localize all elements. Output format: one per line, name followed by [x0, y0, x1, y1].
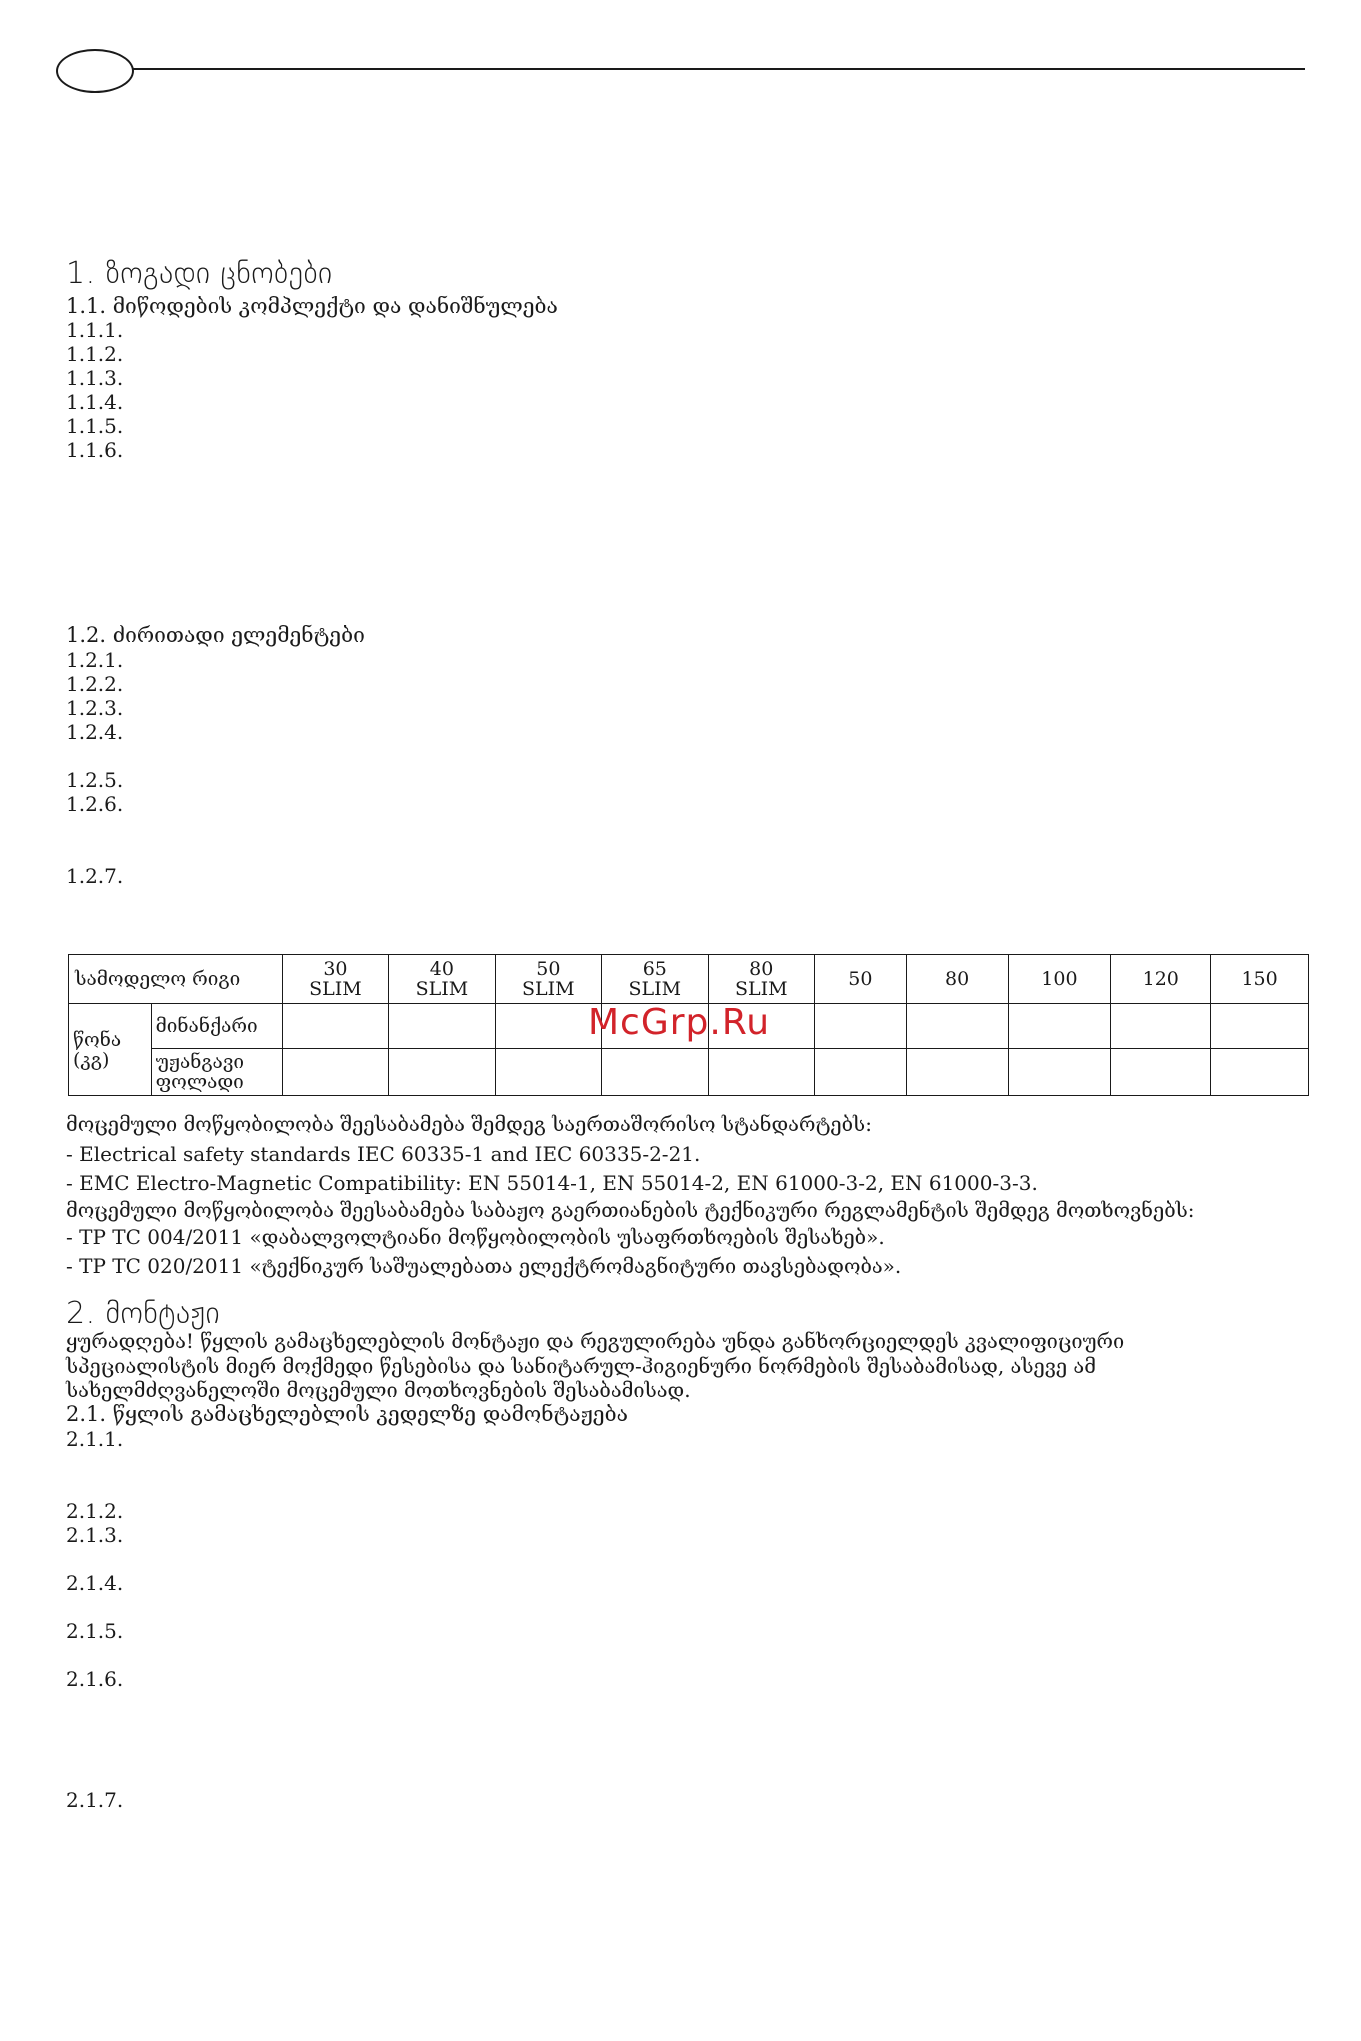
item-1-2-1: 1.2.1. — [66, 648, 124, 672]
item-2-1-4: 2.1.4. — [66, 1571, 124, 1595]
table-cell — [495, 1049, 601, 1096]
warning-text: ყურადღება! წყლის გამაცხელებლის მონტაჟი და რეგულირება უნდა განხორციელდეს კვალიფიციური — [66, 1329, 1125, 1353]
table-cell — [282, 1049, 388, 1096]
table-cell — [495, 1004, 601, 1049]
standards-line: - Electrical safety standards IEC 60335-1 and IEC 60335-2-21. — [66, 1142, 701, 1166]
subsection-1-2-title: 1.2. ძირითადი ელემენტები — [66, 623, 365, 647]
item-2-1-2: 2.1.2. — [66, 1499, 124, 1523]
item-1-1-5: 1.1.5. — [66, 414, 124, 438]
item-2-1-3: 2.1.3. — [66, 1523, 124, 1547]
table-cell — [282, 1004, 388, 1049]
item-1-2-5: 1.2.5. — [66, 768, 124, 792]
column-header: 40 SLIM — [389, 955, 495, 1004]
table-cell — [1211, 1004, 1309, 1049]
table-cell — [1008, 1049, 1111, 1096]
item-1-2-6: 1.2.6. — [66, 792, 124, 816]
item-2-1-7: 2.1.7. — [66, 1788, 124, 1812]
table-cell — [906, 1049, 1008, 1096]
item-1-2-4: 1.2.4. — [66, 720, 124, 744]
table-cell — [814, 1004, 906, 1049]
table-header-row — [69, 955, 1309, 1004]
watermark: McGrp.Ru — [588, 1002, 771, 1043]
table-cell — [1111, 1049, 1211, 1096]
table-cell — [602, 1049, 708, 1096]
regulation-intro: მოცემული მოწყობილობა შეესაბამება საბაჟო გაერთიანების ტექნიკური რეგლამენტის შემდეგ მოთხოვნებს: — [66, 1198, 1195, 1222]
column-header: 80 SLIM — [708, 955, 814, 1004]
warning-text: სპეციალისტის მიერ მოქმედი წესებისა და სანიტარულ-ჰიგიენური ნორმების შესაბამისად, ასევე ამ — [66, 1354, 1096, 1378]
section-2-title: 2. მონტაჟი — [66, 1296, 221, 1331]
item-2-1-5: 2.1.5. — [66, 1619, 124, 1643]
item-1-2-3: 1.2.3. — [66, 696, 124, 720]
table-cell — [814, 1049, 906, 1096]
model-series-label: სამოდელო რიგი — [69, 955, 283, 1004]
table-cell — [906, 1004, 1008, 1049]
table-cell — [1111, 1004, 1211, 1049]
column-header: 30 SLIM — [282, 955, 388, 1004]
item-2-1-1: 2.1.1. — [66, 1427, 124, 1451]
table-cell — [389, 1049, 495, 1096]
column-header: 50 — [814, 955, 906, 1004]
section-1-title: 1. ზოგადი ცნობები — [66, 256, 333, 291]
regulation-line: - TP TC 020/2011 «ტექნიკურ საშუალებათა ელექტრომაგნიტური თავსებადობა». — [66, 1254, 902, 1278]
page-number-oval — [56, 49, 134, 93]
standards-intro: მოცემული მოწყობილობა შეესაბამება შემდეგ საერთაშორისო სტანდარტებს: — [66, 1112, 872, 1136]
column-header: 100 — [1008, 955, 1111, 1004]
subsection-1-1-title: 1.1. მიწოდების კომპლექტი და დანიშნულება — [66, 294, 558, 318]
item-1-1-3: 1.1.3. — [66, 366, 124, 390]
item-1-1-2: 1.1.2. — [66, 342, 124, 366]
weight-label: წონა (კგ) — [69, 1004, 152, 1096]
table-cell — [708, 1049, 814, 1096]
table-cell — [1008, 1004, 1111, 1049]
table-row — [69, 1049, 1309, 1096]
item-1-1-1: 1.1.1. — [66, 318, 124, 342]
table-cell — [389, 1004, 495, 1049]
standards-line: - EMC Electro-Magnetic Compatibility: EN 55014-1, EN 55014-2, EN 61000-3-2, EN 61000-3-3. — [66, 1171, 1038, 1195]
warning-text: სახელმძღვანელოში მოცემული მოთხოვნების შესაბამისად. — [66, 1378, 691, 1402]
column-header: 150 — [1211, 955, 1309, 1004]
column-header: 65 SLIM — [602, 955, 708, 1004]
regulation-line: - TP TC 004/2011 «დაბალვოლტიანი მოწყობილობის უსაფრთხოების შესახებ». — [66, 1225, 885, 1249]
column-header: 50 SLIM — [495, 955, 601, 1004]
item-1-1-6: 1.1.6. — [66, 438, 124, 462]
header-rule — [132, 68, 1305, 70]
item-2-1-6: 2.1.6. — [66, 1667, 124, 1691]
row-label-stainless: უჟანგავი ფოლადი — [151, 1049, 282, 1096]
column-header: 120 — [1111, 955, 1211, 1004]
item-1-2-2: 1.2.2. — [66, 672, 124, 696]
row-label-enamel: მინანქარი — [151, 1004, 282, 1049]
item-1-2-7: 1.2.7. — [66, 864, 124, 888]
column-header: 80 — [906, 955, 1008, 1004]
table-cell — [1211, 1049, 1309, 1096]
item-1-1-4: 1.1.4. — [66, 390, 124, 414]
subsection-2-1-title: 2.1. წყლის გამაცხელებლის კედელზე დამონტაჟება — [66, 1402, 628, 1426]
